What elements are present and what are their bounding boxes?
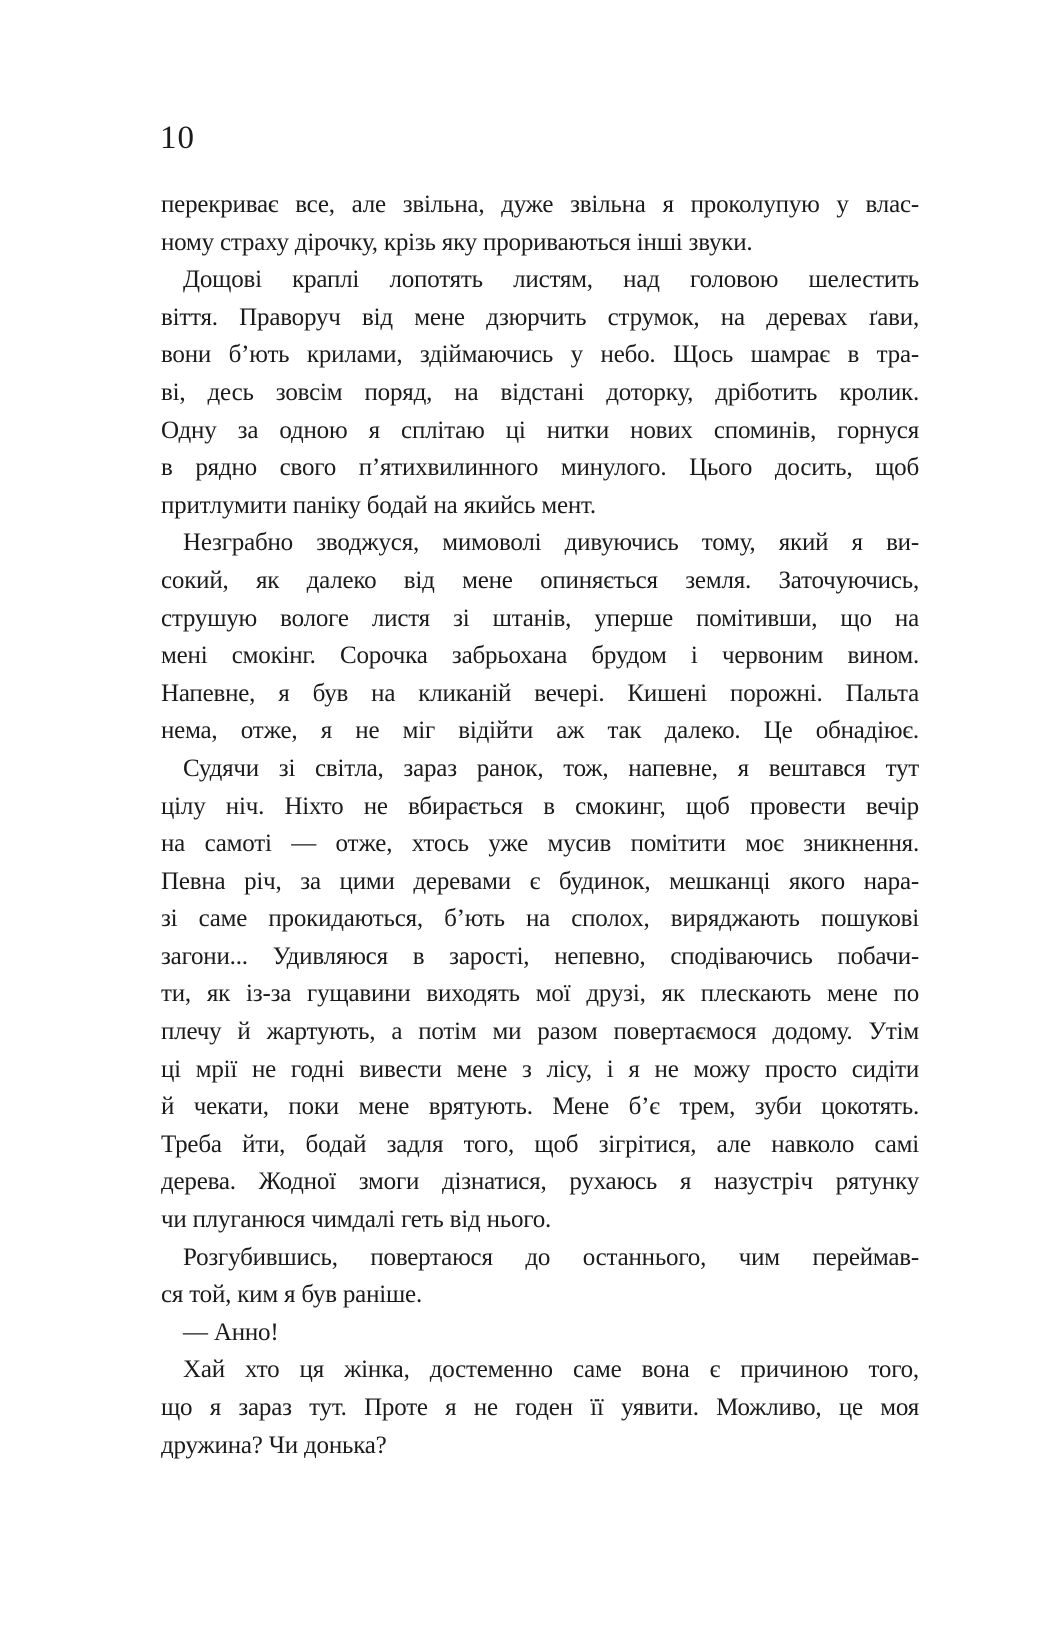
text-line: ві, десь зовсім поряд, на відстані доторку, дріботить кролик.: [161, 378, 919, 406]
text-line: Певна річ, за цими деревами є будинок, мешканці якого нара-: [161, 867, 919, 895]
text-line: на самоті — отже, хтось уже мусив помітити моє зникнення.: [161, 830, 919, 858]
paragraph: [161, 1351, 919, 1464]
text-line: віття. Праворуч від мене дзюрчить струмок, на деревах ґави,: [161, 303, 919, 331]
text-line: дружина? Чи донька?: [161, 1431, 387, 1459]
paragraph: [161, 524, 919, 750]
paragraph: [161, 750, 919, 1239]
text-line: сокий, як далеко від мене опиняється земля. Заточуючись,: [161, 566, 919, 594]
paragraph: [161, 261, 919, 524]
text-line: ся той, ким я був раніше.: [161, 1281, 423, 1309]
text-line: нема, отже, я не міг відійти аж так далеко. Це обнадіює.: [161, 717, 919, 745]
text-line: цілу ніч. Ніхто не вбирається в смокинг, щоб провести вечір: [161, 792, 919, 820]
text-line: плечу й жартують, а потім ми разом повертаємося додому. Утім: [161, 1018, 919, 1046]
paragraph: [161, 1314, 919, 1352]
text-line: Дощові краплі лопотять листям, над головою шелестить: [183, 266, 919, 294]
text-line: притлумити паніку бодай на якийсь мент.: [161, 491, 596, 519]
text-line: ці мрії не годні вивести мене з лісу, і я не можу просто сидіти: [161, 1055, 919, 1083]
paragraph: [161, 186, 919, 261]
text-line: Розгубившись, повертаюся до останнього, чим переймав-: [183, 1243, 919, 1271]
text-line: загони... Удивляюся в зарості, непевно, сподіваючись побачи-: [161, 942, 919, 970]
text-line: Судячи зі світла, зараз ранок, тож, напевне, я вештався тут: [183, 754, 919, 782]
paragraph: [161, 1239, 919, 1314]
text-line: дерева. Жодної змоги дізнатися, рухаюсь я назустріч рятунку: [161, 1168, 919, 1196]
text-line: зі саме прокидаються, б’ють на сполох, виряджають пошукові: [161, 905, 919, 933]
text-line: Незграбно зводжуся, мимоволі дивуючись тому, який я ви-: [183, 529, 919, 557]
text-line: мені смокінг. Сорочка забрьохана брудом і червоним вином.: [161, 642, 919, 670]
text-line: — Анно!: [183, 1318, 279, 1346]
page-number: 10: [160, 120, 195, 156]
text-line: Напевне, я був на кликаній вечері. Кишені порожні. Пальта: [161, 679, 919, 707]
text-line: Одну за одною я сплітаю ці нитки нових споминів, горнуся: [161, 416, 919, 444]
text-line: перекриває все, але звільна, дуже звільна я проколупую у влас-: [161, 191, 919, 218]
body-text: [161, 186, 919, 1464]
text-line: Хай хто ця жінка, достеменно саме вона є причиною того,: [183, 1356, 919, 1384]
text-line: що я зараз тут. Проте я не годен її уявити. Можливо, це моя: [161, 1394, 919, 1421]
text-line: вони б’ють крилами, здіймаючись у небо. Щось шамрає в тра-: [161, 341, 919, 369]
text-line: ному страху дірочку, крізь яку прориваються інші звуки.: [161, 228, 753, 256]
text-line: ти, як із-за гущавини виходять мої друзі, як плескають мене по: [161, 980, 919, 1008]
text-line: Треба йти, бодай задля того, щоб зігрітися, але навколо самі: [161, 1130, 919, 1158]
text-line: в рядно свого п’ятихвилинного минулого. Цього досить, щоб: [161, 454, 919, 482]
text-line: чи плуганюся чимдалі геть від нього.: [161, 1206, 552, 1234]
text-line: й чекати, поки мене врятують. Мене б’є трем, зуби цокотять.: [161, 1093, 919, 1121]
text-line: струшую вологе листя зі штанів, уперше помітивши, що на: [161, 604, 919, 632]
